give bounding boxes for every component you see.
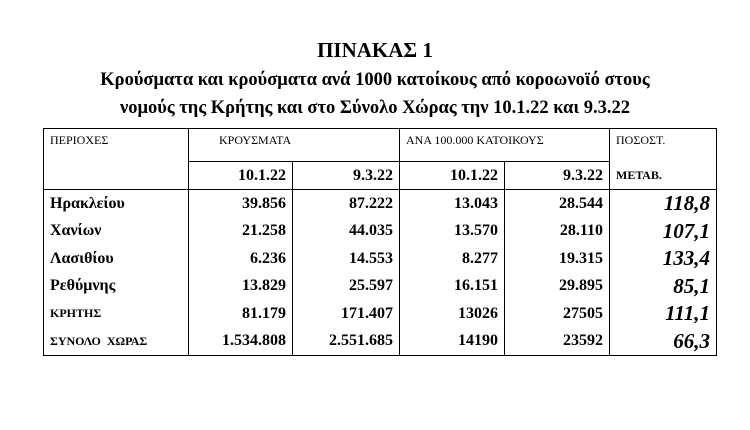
row-cases-1: 13.829 [189,273,293,301]
row-cases-2: 44.035 [293,218,400,246]
row-pct-change: 66,3 [610,328,717,356]
row-per100k-2: 27505 [505,300,610,328]
row-per100k-1: 13.570 [400,218,505,246]
row-region: Ηρακλείου [44,190,189,218]
table-subtitle-line2: νομούς της Κρήτης και στο Σύνολο Χώρας την 10.1.22 και 9.3.22 [120,98,630,118]
row-per100k-1: 13.043 [400,190,505,218]
table-title: ΠΙΝΑΚΑΣ 1 [317,38,433,62]
row-per100k-1: 16.151 [400,273,505,301]
row-cases-2: 25.597 [293,273,400,301]
row-per100k-2: 23592 [505,328,610,356]
table-row [44,218,717,246]
header-pct-line2: ΜΕΤΑΒ. [610,162,717,190]
row-region: ΚΡΗΤΗΣ [44,300,189,328]
row-per100k-1: 13026 [400,300,505,328]
header-per-100k: ΑΝΑ 100.000 ΚΑΤΟΙΚΟΥΣ [400,129,610,162]
row-pct-change: 133,4 [610,245,717,273]
row-per100k-2: 28.110 [505,218,610,246]
row-per100k-2: 28.544 [505,190,610,218]
table-subtitle-line1: Κρούσματα και κρούσματα ανά 1000 κατοίκους από κοροωνοϊό στους [100,70,650,90]
header-date-cases-1: 10.1.22 [189,162,293,190]
table-row [44,245,717,273]
header-cases: ΚΡΟΥΣΜΑΤΑ [189,129,400,162]
row-cases-1: 1.534.808 [189,328,293,356]
header-pct-line1: ΠΟΣΟΣΤ. [610,129,717,162]
table-row [44,273,717,301]
row-region: Χανίων [44,218,189,246]
row-region: Ρεθύμνης [44,273,189,301]
cases-table [43,128,717,356]
row-pct-change: 111,1 [610,300,717,328]
row-cases-2: 171.407 [293,300,400,328]
table-row [44,190,717,218]
header-date-per100k-1: 10.1.22 [400,162,505,190]
row-region: Λασιθίου [44,245,189,273]
row-per100k-2: 29.895 [505,273,610,301]
row-per100k-2: 19.315 [505,245,610,273]
row-pct-change: 85,1 [610,273,717,301]
header-row-2 [44,162,717,190]
header-regions-blank [44,162,189,190]
row-cases-2: 2.551.685 [293,328,400,356]
row-cases-2: 14.553 [293,245,400,273]
row-pct-change: 118,8 [610,190,717,218]
header-regions: ΠΕΡΙΟΧΕΣ [44,129,189,162]
row-cases-1: 39.856 [189,190,293,218]
row-cases-1: 6.236 [189,245,293,273]
row-cases-1: 21.258 [189,218,293,246]
row-region: ΣΥΝΟΛΟ ΧΩΡΑΣ [44,328,189,356]
row-cases-1: 81.179 [189,300,293,328]
header-date-per100k-2: 9.3.22 [505,162,610,190]
row-per100k-1: 14190 [400,328,505,356]
header-date-cases-2: 9.3.22 [293,162,400,190]
row-per100k-1: 8.277 [400,245,505,273]
row-cases-2: 87.222 [293,190,400,218]
table-row [44,328,717,356]
header-row-1 [44,129,717,162]
table-row [44,300,717,328]
row-pct-change: 107,1 [610,218,717,246]
